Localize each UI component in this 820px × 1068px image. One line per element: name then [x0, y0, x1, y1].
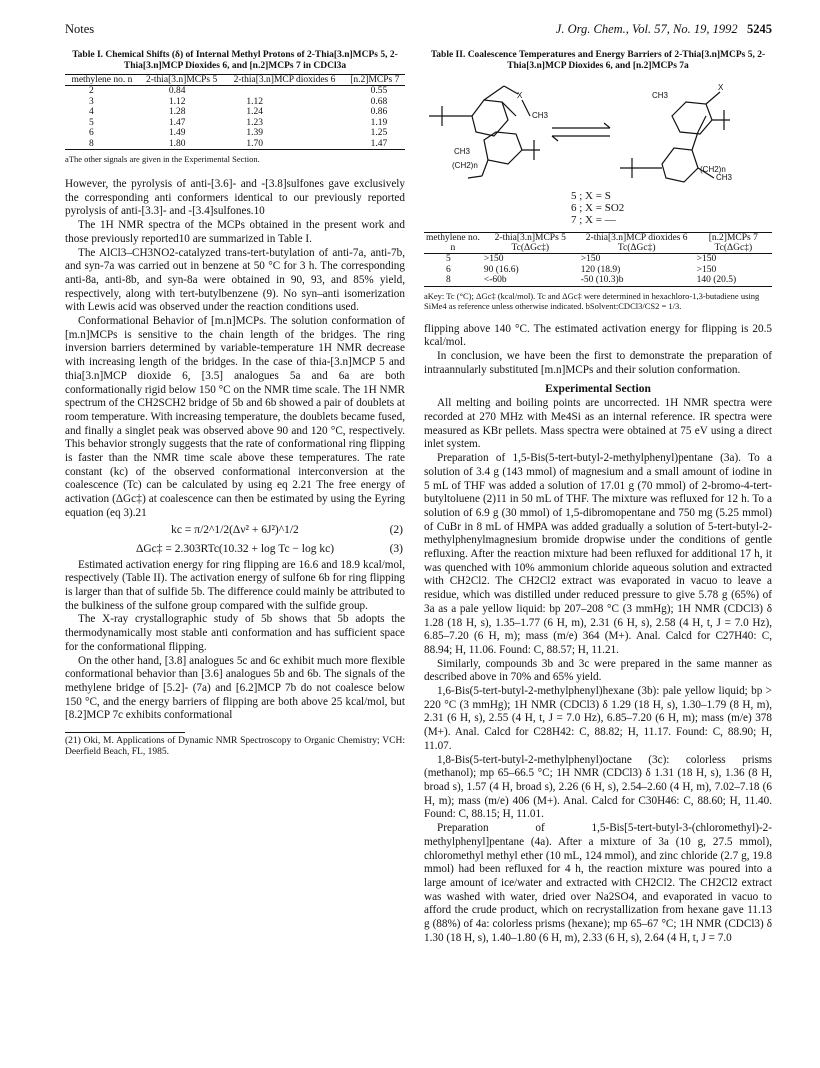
table-cell: >150: [483, 254, 504, 264]
table2-caption: Table II. Coalescence Temperatures and Energy Barriers of 2-Thia[3.n]MCPs 5, 2-Thia[3.n]MCP Dioxides 6, and [n.2]MCPs 7a: [430, 50, 766, 71]
running-header: [65, 22, 772, 40]
compound-5-label: 5 ; X = S: [571, 190, 611, 202]
table-cell: 5: [446, 254, 451, 264]
table1-body: [65, 86, 405, 150]
equation-number: (2): [389, 523, 403, 536]
table-cell: 0.68: [370, 96, 388, 107]
table-cell: 3: [89, 96, 94, 107]
compound-legend: [571, 190, 772, 226]
equation-2: [65, 521, 405, 540]
journal-citation: J. Org. Chem., Vol. 57, No. 19, 1992 5245: [555, 22, 772, 36]
equation-3: [65, 540, 405, 559]
table-header-row: [65, 75, 405, 86]
paragraph: flipping above 140 °C. The estimated activation energy for flipping is 20.5 kcal/mol.: [424, 322, 772, 349]
table-cell: 1.23: [246, 117, 263, 128]
paragraph: Estimated activation energy for ring flipping are 16.6 and 18.9 kcal/mol, respectively (Table II). The activation energy of sulfone 6b for ring flipping is larger than that of sulfide 5b. The difference could mainly be attributed to the bulkiness of the sulfone group compared with the sulfide group.: [65, 558, 405, 612]
table-row: [424, 265, 772, 276]
col-header: 2-thia[3.n]MCPs 5 Tc(ΔGc‡): [494, 233, 566, 253]
table-row: [65, 118, 405, 129]
table-cell: 6: [446, 264, 451, 275]
table-header-row: [424, 233, 772, 254]
table-row: [65, 86, 405, 97]
label-ch3: CH3: [454, 147, 471, 156]
table-cell: 0.84: [168, 86, 186, 96]
paragraph: On the other hand, [3.8] analogues 5c and 6c exhibit much more flexible conformational behavior than [3.6] analogues 5b and 6b. The signals of the methylene bridge of [5.2]- (7a) and [6.2]MCP 7b do not coalesce below 150 °C, and the energy barriers of flipping are both above 25 kcal/mol, but [8.2]MCP 7c exhibits conformational: [65, 654, 405, 722]
table-cell: 140 (20.5): [696, 275, 737, 285]
table-cell: 90 (16.6): [483, 264, 519, 275]
table-cell: 120 (18.9): [580, 264, 621, 275]
right-column: [424, 50, 772, 945]
paragraph: However, the pyrolysis of anti-[3.6]- and -[3.8]sulfones gave exclusively the corresponding anti conformers identical to our previously reported pyrolysis of anti-[3.3]- and -[3.4]sulfones.10: [65, 178, 405, 218]
table1-footnote: aThe other signals are given in the Experimental Section.: [65, 154, 260, 164]
label-ch3: CH3: [652, 91, 669, 100]
table-cell: >150: [580, 254, 601, 264]
table-cell: 1.25: [370, 128, 388, 138]
table-row: [65, 128, 405, 139]
col-header: [n.2]MCPs 7 Tc(ΔGc‡): [708, 233, 758, 253]
paragraph: 1,8-Bis(5-tert-butyl-2-methylphenyl)octane (3c): colorless prisms (methanol); mp 65–66.5 °C; 1H NMR (CDCl3) δ 1.31 (18 H, s), 1.36 (8 H, broad s), 1.57 (4 H, broad s), 2.26 (6 H, s), 2.54–2.60 (4 H, m), 7.02–7.18 (6 H, m); mass (m/e) 406 (M+). Anal. Calcd for C30H46: C, 88.60; H, 11.40. Found: C, 88.15; H, 11.01.: [424, 753, 772, 821]
table-row: [424, 275, 772, 286]
table-cell: 1.49: [168, 128, 186, 138]
col-header: 2-thia[3.n]MCP dioxides 6 Tc(ΔGc‡): [585, 233, 688, 253]
compound-7-label: 7 ; X = —: [571, 214, 616, 226]
label-ch2n: (CH2)n: [700, 165, 726, 174]
col-header: 2-thia[3.n]MCP dioxides 6: [233, 75, 336, 85]
table-cell: 8: [446, 275, 451, 285]
footnote-divider: [65, 732, 185, 733]
conformer-scheme: [424, 76, 772, 188]
table-cell: >150: [696, 264, 717, 275]
table-cell: 1.24: [246, 107, 263, 117]
table-row: [65, 107, 405, 118]
table-cell: [224, 86, 344, 97]
table-cell: 1.19: [370, 117, 388, 128]
page-number: 5245: [747, 22, 772, 36]
col-header: methylene no. n: [71, 75, 133, 85]
compound-6-label: 6 ; X = SO2: [571, 202, 625, 214]
table-cell: 4: [89, 107, 94, 117]
paragraph: All melting and boiling points are uncorrected. 1H NMR spectra were recorded at 270 MHz with Me4Si as an internal reference. IR spectra were measured as KBr pellets. Mass spectra were obtained at 75 eV using a direct inlet system.: [424, 397, 772, 451]
paragraph: 1,6-Bis(5-tert-butyl-2-methylphenyl)hexane (3b): pale yellow liquid; bp > 220 °C (3 mmHg); 1H NMR (CDCl3) δ 1.29 (18 H, s), 1.30–1.79 (8 H, m), 2.31 (6 H, s), 2.55 (4 H, t, J = 7.0 Hz), 6.85–7.20 (6 H, m); mass (m/e) 378 (M+). Anal. Calcd for C28H42: C, 88.82; H, 11.17. Found: C, 88.90; H, 11.07.: [424, 685, 772, 752]
paragraph: The X-ray crystallographic study of 5b shows that 5b adopts the thermodynamically most stable anti conformation and has sufficient space for the conformational flipping.: [65, 613, 405, 653]
ring-flip-diagram: [424, 76, 772, 188]
paragraph: Preparation of 1,5-Bis[5-tert-butyl-3-(chloromethyl)-2-methylphenyl]pentane (4a). After a mixture of 3a (10 g, 27.5 mmol), chloromethyl methyl ether (10 mL, 124 mmol), and zinc chloride (2.7 g, 19.8 mmol) had been refluxed for 4 h, the reaction mixture was poured into a large amount of ice/water and extracted with CH2Cl2. The CH2Cl2 extract was washed with water, dried over Na2SO4, and evaporated in vacuo to afford the crude product, which on recrystallization from hexane gave 11.13 g (88%) of 4a: colorless prisms (hexane); mp 65–67 °C; 1H NMR (CDCl3) δ 1.30 (18 H, s), 1.40–1.80 (6 H, m), 2.33 (6 H, s), 2.64 (4 H, t, J = 7.0: [424, 822, 772, 944]
label-ch2n: (CH2)n: [452, 161, 478, 170]
label-x: X: [718, 83, 724, 92]
table2-body: [424, 254, 772, 287]
table-cell: 1.12: [168, 96, 186, 107]
left-column: [65, 50, 405, 758]
table-cell: >150: [696, 254, 717, 264]
paragraph: The 1H NMR spectra of the MCPs obtained in the present work and those previously reported10 are summarized in Table I.: [65, 219, 405, 245]
table-cell: 1.47: [168, 117, 186, 128]
table1: [65, 74, 405, 150]
equation-number: (3): [389, 542, 403, 555]
table-cell: 8: [89, 138, 94, 149]
paragraph: Similarly, compounds 3b and 3c were prepared in the same manner as described above in 70% and 65% yield.: [424, 657, 772, 684]
table-cell: <-60b: [483, 275, 507, 285]
table-row: [424, 254, 772, 265]
table-cell: 1.80: [168, 138, 186, 149]
section-label: Notes: [65, 22, 95, 36]
equation-formula: kc = π/2^1/2(Δν² + 6J²)^1/2: [171, 523, 299, 536]
table-row: [65, 139, 405, 150]
col-header: 2-thia[3.n]MCPs 5: [145, 75, 218, 85]
table-cell: 1.39: [246, 128, 263, 138]
table-cell: -50 (10.3)b: [580, 275, 624, 285]
table-row: [65, 97, 405, 108]
table-cell: 5: [89, 117, 94, 128]
table-cell: 1.28: [168, 107, 186, 117]
paragraph: The AlCl3–CH3NO2-catalyzed trans-tert-butylation of anti-7a, anti-7b, and syn-7a was carried out in benzene at 50 °C for 3 h. The corresponding anti-8a, anti-8b, and syn-8a were obtained in 90, 93, and 85% yield, respectively, along with tert-butylbenzene (9). No syn–anti isomerization with Lewis acid was observed under the reaction conditions used.: [65, 246, 405, 314]
paragraph: In conclusion, we have been the first to demonstrate the preparation of intraannularly substituted [m.n]MCPs and their solution conformation.: [424, 349, 772, 376]
paragraph: Conformational Behavior of [m.n]MCPs. The solution conformation of [m.n]MCPs is sensitive to the chain length of the bridges. The ring inversion barriers determined by variable-temperature 1H NMR decrease with increasing length of the bridges. In the case of thia-[3.n]MCP 5 and thia[3.n]MCP dioxide 6, [3.5] analogues 5a and 6a are both conformationally rigid below 150 °C on the NMR time scale. The 1H NMR spectrum of the CH2SCH2 bridge of 5b and 6b showed a pair of doublets at room temperature. With increasing temperature, the doublets became fused, and finally a singlet peak was observed above 90 and 120 °C, respectively. This behavior strongly suggests that the rate of conformational ring flipping is faster than the NMR time scale above these temperatures. The rate constant (kc) of the observed conformational interconversion at the coalescence (Tc) can be calculated by using eq 2.21 The free energy of activation (ΔGc‡) at coalescence can then be estimated by using the Eyring equation (eq 3).21: [65, 315, 405, 519]
table1-caption: Table I. Chemical Shifts (δ) of Internal Methyl Protons of 2-Thia[3.n]MCPs 5, 2-Thia[3.n]MCP Dioxides 6, and [n.2]MCPs 7 in CDCl3a: [72, 50, 398, 71]
label-ch3: CH3: [532, 111, 549, 120]
table2: [424, 232, 772, 287]
table-cell: 1.12: [246, 96, 263, 107]
equation-formula: ΔGc‡ = 2.303RTc(10.32 + log Tc − log kc): [135, 542, 335, 555]
table-cell: 1.47: [370, 138, 388, 149]
col-header: [n.2]MCPs 7: [350, 75, 400, 85]
table-cell: 2: [89, 86, 94, 96]
table-cell: 0.55: [370, 86, 388, 96]
experimental-heading: Experimental Section: [545, 383, 651, 396]
paragraph: Preparation of 1,5-Bis(5-tert-butyl-2-methylphenyl)pentane (3a). To a solution of 3.4 g (143 mmol) of magnesium and a small amount of iodine in 5 mL of THF was added a solution of 17.01 g (70 mmol) of 2-bromo-4-tert-butyltoluene (2)11 in 50 mL of THF. The mixture was refluxed for 12 h. To a solution of 6.9 g (30 mmol) of 1,5-dibromopentane and 750 mg (5.25 mmol) of CuBr in 8 mL of HMPA was added gradually a solution of 5-tert-butyl-2-methylphenylmagnesium bromide dropwise under the conditions of gentle refluxing. After the reaction mixture had been refluxed for additional 17 h, it was quenched with 10% ammonium chloride aqueous solution and extracted with CH2Cl2. The CH2Cl2 extract was evaporated in vacuo to leave a residue, which was distilled under reduced pressure to give 5.78 g (65%) of 3a as a pale yellow liquid: bp 207–208 °C (3 mmHg); 1H NMR (CDCl3) δ 1.28 (18 H, s), 1.35–1.77 (6 H, m), 2.31 (6 H, s), 2.58 (4 H, t, J = 7.0 Hz), 6.85–7.20 (6 H, m); mass (m/e) 364 (M+). Anal. Calcd for C27H40: C, 88.94; H, 11.06. Found: C, 88.57; H, 11.21.: [424, 452, 772, 656]
col-header: methylene no. n: [426, 233, 480, 253]
table-cell: 1.70: [246, 138, 263, 149]
table-cell: 0.86: [370, 107, 388, 117]
reference-21: (21) Oki, M. Applications of Dynamic NMR Spectroscopy to Organic Chemistry; VCH: Deerfield Beach, FL, 1985.: [65, 736, 405, 758]
label-x: X: [517, 91, 523, 100]
table-cell: 6: [89, 128, 94, 138]
table2-footnote: aKey: Tc (°C); ΔGc‡ (kcal/mol). Tc and ΔGc‡ were determined in hexachloro-1,3-butadiene using SiMe4 as reference unless otherwise indicated. bSolvent:CDCl3/CS2 = 1/3.: [424, 290, 760, 311]
label-ch3: CH3: [716, 173, 733, 182]
